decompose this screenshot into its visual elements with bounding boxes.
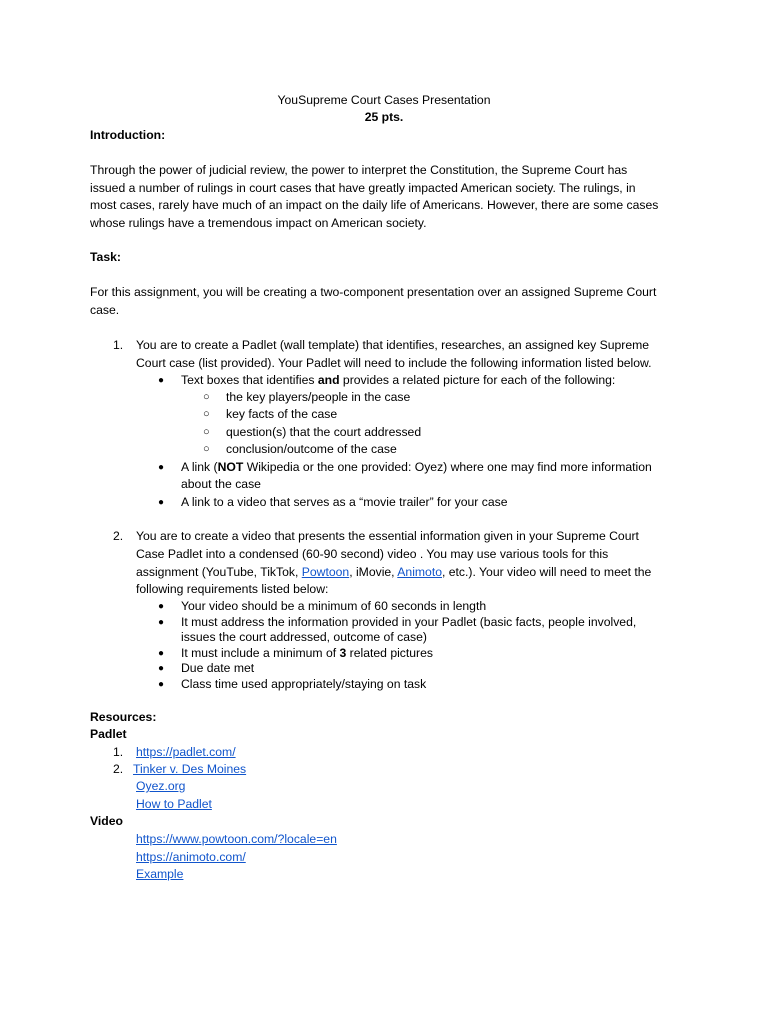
intro-line: most cases, rarely have much of an impact on the daily life of Americans. However, there are some cases — [90, 198, 659, 212]
list-number: 1. — [113, 338, 124, 352]
intro-line: whose rulings have a tremendous impact on American society. — [90, 216, 427, 230]
list-number: 2. — [113, 529, 124, 543]
task-line: For this assignment, you will be creating a two-component presentation over an assigned Supreme Court — [90, 285, 657, 299]
intro-line: issued a number of rulings in court cases that have greatly impacted American society. The rulings, in — [90, 181, 636, 195]
document-title: YouSupreme Court Cases Presentation — [277, 93, 491, 107]
item1-bullet-link-cont: about the case — [181, 477, 261, 491]
animoto-url-link[interactable]: https://animoto.com/ — [136, 850, 246, 864]
bullet-icon: ● — [158, 497, 165, 508]
item2-line: following requirements listed below: — [136, 582, 329, 596]
list-number: 2. — [113, 762, 124, 776]
bullet-icon: ● — [158, 648, 165, 659]
points-label: 25 pts. — [364, 110, 404, 124]
how-to-padlet-link[interactable]: How to Padlet — [136, 797, 212, 811]
item1-line: You are to create a Padlet (wall template) that identifies, researches, an assigned key Supreme — [136, 338, 650, 352]
item2-bullet: Class time used appropriately/staying on task — [181, 677, 427, 691]
item2-bullet: Your video should be a minimum of 60 seconds in length — [181, 599, 487, 613]
video-heading: Video — [90, 814, 123, 828]
item2-bullet-cont: issues the court addressed, outcome of case) — [181, 630, 427, 644]
item2-line: assignment (YouTube, TikTok, Powtoon, iMovie, Animoto, etc.). Your video will need to meet the — [136, 565, 652, 579]
item1-line: Court case (list provided). Your Padlet will need to include the following information listed below. — [136, 356, 652, 370]
task-line: case. — [90, 303, 120, 317]
oyez-link[interactable]: Oyez.org — [136, 779, 186, 793]
item2-bullet: Due date met — [181, 661, 255, 675]
circle-bullet-icon: ○ — [203, 426, 210, 438]
bullet-icon: ● — [158, 663, 165, 674]
item2-bullet: It must include a minimum of 3 related pictures — [181, 646, 433, 660]
list-number: 1. — [113, 745, 124, 759]
circle-bullet-icon: ○ — [203, 443, 210, 455]
item1-bullet-textboxes: Text boxes that identifies and provides a related picture for each of the following: — [181, 373, 616, 387]
item1-subitem: the key players/people in the case — [226, 390, 411, 404]
circle-bullet-icon: ○ — [203, 391, 210, 403]
item1-bullet-link: A link (NOT Wikipedia or the one provided: Oyez) where one may find more information — [181, 460, 652, 474]
task-heading: Task: — [90, 250, 121, 264]
padlet-link[interactable]: https://padlet.com/ — [136, 745, 236, 759]
bullet-icon: ● — [158, 462, 165, 473]
animoto-link[interactable]: Animoto — [397, 565, 442, 579]
bullet-icon: ● — [158, 617, 165, 628]
circle-bullet-icon: ○ — [203, 408, 210, 420]
item1-subitem: question(s) that the court addressed — [226, 425, 422, 439]
powtoon-link[interactable]: Powtoon — [301, 565, 350, 579]
intro-line: Through the power of judicial review, the power to interpret the Constitution, the Supreme Court has — [90, 163, 628, 177]
item1-subitem: key facts of the case — [226, 407, 338, 421]
padlet-heading: Padlet — [90, 727, 127, 741]
intro-heading: Introduction: — [90, 128, 166, 142]
tinker-link[interactable]: Tinker v. Des Moines — [133, 762, 247, 776]
item1-subitem: conclusion/outcome of the case — [226, 442, 397, 456]
bullet-icon: ● — [158, 375, 165, 386]
bullet-icon: ● — [158, 601, 165, 612]
bullet-icon: ● — [158, 679, 165, 690]
item2-line: You are to create a video that presents the essential information given in your Supreme Court — [136, 529, 639, 543]
item1-bullet-trailer: A link to a video that serves as a “movie trailer” for your case — [181, 495, 508, 509]
powtoon-url-link[interactable]: https://www.powtoon.com/?locale=en — [136, 832, 337, 846]
example-link[interactable]: Example — [136, 867, 184, 881]
resources-heading: Resources: — [90, 710, 157, 724]
item2-bullet: It must address the information provided in your Padlet (basic facts, people involved, — [181, 615, 637, 629]
item2-line: Case Padlet into a condensed (60-90 second) video . You may use various tools for this — [136, 547, 609, 561]
